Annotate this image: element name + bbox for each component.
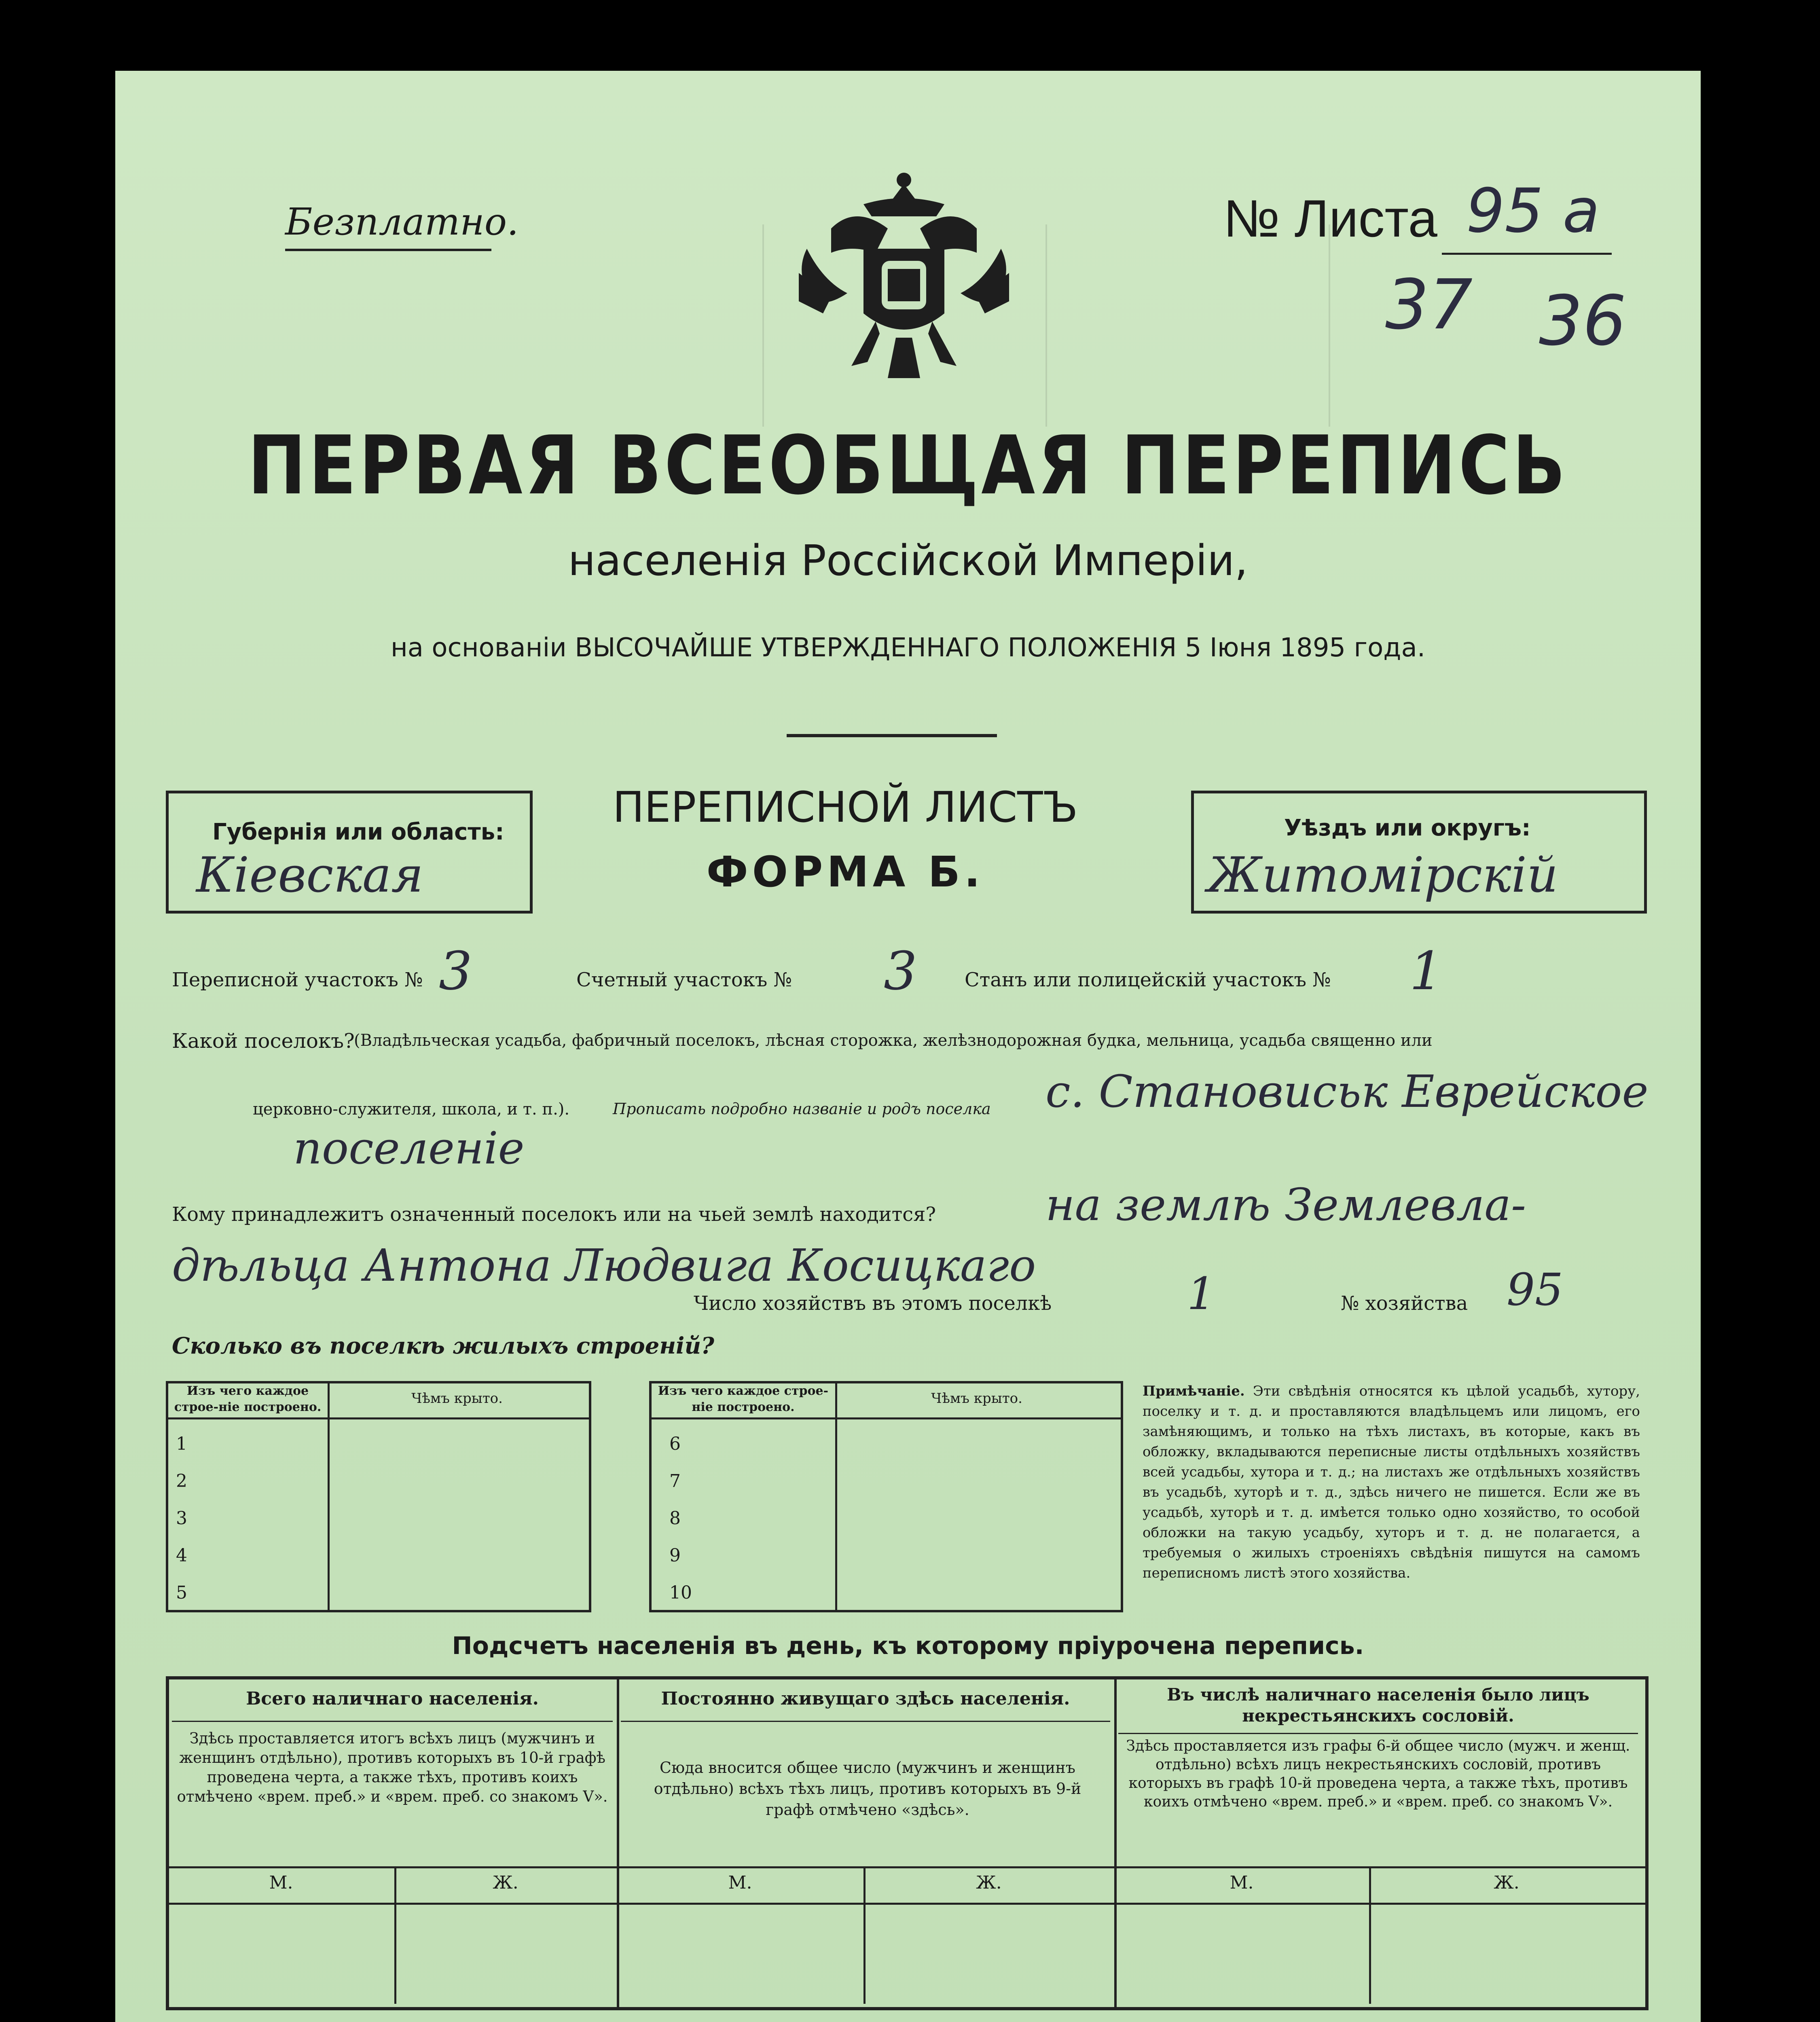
- free-label: Безплатно.: [285, 200, 519, 243]
- count-col3-title-line: [1118, 1733, 1638, 1734]
- count-col1-title: Всего наличнаго населенія.: [246, 1688, 539, 1709]
- uezd-label: Уѣздъ или округъ:: [1284, 815, 1531, 841]
- count-col2-title-line: [621, 1721, 1110, 1722]
- row-number: 5: [176, 1582, 187, 1603]
- count-mzh-top-line: [166, 1866, 1646, 1868]
- census-subtitle: населенія Россійской Имперіи,: [568, 536, 1248, 585]
- row-number: 9: [669, 1545, 681, 1566]
- stan-label: Станъ или полицейскій участокъ №: [965, 969, 1331, 991]
- count-col3-text: Здѣсь проставляется изъ графы 6-й общее число (мужч. и женщ. отдѣльно) всѣхъ лицъ некрестьянскихъ сословій, противъ которыхъ въ графѣ 10-й проведена черта, а также тѣхъ, противъ коихъ отмѣчено «врем. преб.» и «врем. преб. со знакомъ V».: [1126, 1738, 1630, 1810]
- buildings-right-rows: [669, 1426, 692, 1612]
- row-number: 7: [669, 1471, 681, 1491]
- buildings-table-right-divider: [835, 1381, 837, 1612]
- uezd-value: Житомірскій: [1207, 847, 1558, 903]
- stan-value: 1: [1409, 940, 1443, 1002]
- row-number: 6: [669, 1434, 681, 1454]
- owner-label: Кому принадлежитъ означенный поселокъ или на чьей землѣ находится?: [172, 1203, 936, 1226]
- sheet-number-label: № Листа: [1223, 189, 1437, 248]
- census-sheet: [115, 71, 1701, 2022]
- form-title: ПЕРЕПИСНОЙ ЛИСТЪ: [612, 783, 1078, 832]
- row-number: 2: [176, 1471, 187, 1491]
- households-label: Число хозяйствъ въ этомъ поселкѣ: [694, 1292, 1052, 1315]
- gubernia-label: Губернія или область:: [212, 819, 504, 845]
- count-col3-m: М.: [1230, 1872, 1254, 1893]
- poselok-hint-1: (Владѣльческая усадьба, фабричный поселокъ, лѣсная сторожка, желѣзнодорожная будка, мельница, усадьба священно или: [354, 1031, 1433, 1050]
- double-headed-eagle-icon: [783, 168, 1025, 394]
- poselok-value-2: поселеніе: [293, 1122, 525, 1174]
- buildings-right-col2: Чѣмъ крыто.: [931, 1390, 1022, 1407]
- poselok-hint-3: Прописать подробно названіе и родъ поселка: [613, 1100, 991, 1118]
- sheet-number-hand: 95 а: [1466, 176, 1600, 246]
- count-col3-title: Въ числѣ наличнаго населенія было лицъ некрестьянскихъ сословій.: [1167, 1685, 1589, 1726]
- households-value: 1: [1187, 1268, 1215, 1320]
- count-col2-text: Сюда вносится общее число (мужчинъ и женщинъ отдѣльно) всѣхъ тѣхъ лицъ, противъ которыхъ въ 9-й графѣ отмѣчено «здѣсь».: [654, 1759, 1081, 1819]
- buildings-left-col1: Изъ чего каждое строе-ніе построено.: [174, 1384, 322, 1414]
- form-name: ФОРМА Б.: [706, 847, 984, 897]
- buildings-table-right-header-line: [649, 1417, 1122, 1419]
- note-block: [1143, 1381, 1640, 1583]
- row-number: 10: [669, 1582, 692, 1603]
- poselok-value-1: с. Становиськ Еврейское: [1045, 1066, 1649, 1117]
- count-col2-title: Постоянно живущаго здѣсь населенія.: [661, 1688, 1070, 1709]
- buildings-right-col1: Изъ чего каждое строе-ніе построено.: [658, 1384, 829, 1414]
- household-no-label: № хозяйства: [1341, 1292, 1468, 1315]
- buildings-left-rows: [176, 1426, 187, 1612]
- buildings-table-left: [166, 1381, 591, 1612]
- row-number: 8: [669, 1508, 681, 1529]
- count-divider-1: [617, 1676, 619, 2008]
- buildings-table-left-header-line: [166, 1417, 590, 1419]
- perepis-label: Переписной участокъ №: [172, 969, 423, 991]
- count-col1-zh: Ж.: [493, 1872, 518, 1893]
- box-edge-left: [530, 791, 533, 912]
- count-col1-title-line: [172, 1721, 613, 1722]
- gubernia-value: Кіевская: [196, 847, 423, 903]
- box-edge-right: [1191, 791, 1194, 912]
- poselok-hint-2: церковно-служителя, школа, и т. п.).: [253, 1100, 570, 1119]
- buildings-left-col2: Чѣмъ крыто.: [411, 1390, 503, 1407]
- count-mzh-bottom-line: [166, 1903, 1646, 1905]
- row-number: 4: [176, 1545, 187, 1566]
- sheet-number-underline: [1442, 253, 1612, 255]
- sheet-number-hand-2: 37: [1385, 265, 1473, 345]
- perepis-value: 3: [439, 940, 472, 1002]
- count-col2-zh: Ж.: [976, 1872, 1002, 1893]
- household-no-value: 95: [1507, 1264, 1563, 1316]
- row-number: 1: [176, 1434, 187, 1454]
- count-col1-m: М.: [269, 1872, 293, 1893]
- note-text: Эти свѣдѣнія относятся къ цѣлой усадьбѣ, хутору, поселку и т. д. и проставляются владѣльцемъ или лицомъ, его замѣняющимъ, и только на тѣхъ листахъ, въ которые, какъ въ обложку, вкладываются переписные листы отдѣльныхъ хозяйствъ всей усадьбы, хутора и т. д.; на листахъ же отдѣльныхъ хозяйствъ въ усадьбѣ, хуторѣ и т. д., здѣсь ничего не пишется. Если же въ усадьбѣ, хуторѣ и т. д. имѣется только одно хозяйство, то особой обложки на такую усадьбу, хуторъ и т. д. не полагается, а требуемыя о жилыхъ строеніяхъ свѣдѣнія пишутся на самомъ переписномъ листѣ этого хозяйства.: [1143, 1383, 1640, 1581]
- poselok-label: Какой поселокъ?: [172, 1029, 355, 1053]
- sheet-number-hand-3: 36: [1539, 281, 1627, 361]
- schetny-label: Счетный участокъ №: [576, 969, 792, 991]
- free-underline: [285, 249, 491, 251]
- owner-value-1: на землѣ Землевла-: [1045, 1179, 1526, 1231]
- census-basis: на основаніи ВЫСОЧАЙШЕ УТВЕРЖДЕННАГО ПОЛОЖЕНІЯ 5 Іюня 1895 года.: [390, 633, 1426, 663]
- schetny-value: 3: [884, 940, 917, 1002]
- count-col2-m: М.: [728, 1872, 752, 1893]
- buildings-table-left-divider: [328, 1381, 330, 1612]
- count-divider-2: [1114, 1676, 1117, 2008]
- count-title: Подсчетъ населенія въ день, къ которому пріурочена перепись.: [452, 1632, 1364, 1660]
- buildings-table-right: [649, 1381, 1123, 1612]
- owner-value-2: дѣльца Антона Людвига Косицкаго: [172, 1239, 1036, 1291]
- row-number: 3: [176, 1508, 187, 1529]
- count-col1-text: Здѣсь проставляется итогъ всѣхъ лицъ (мужчинъ и женщинъ отдѣльно), противъ которыхъ въ 10-й графѣ проведена черта, а также тѣхъ, противъ коихъ отмѣчено «врем. преб.» и «врем. преб. со знакомъ V».: [177, 1730, 608, 1805]
- note-label: Примѣчаніе.: [1143, 1383, 1245, 1399]
- title-divider: [787, 734, 997, 737]
- buildings-label: Сколько въ поселкѣ жилыхъ строеній?: [172, 1332, 714, 1359]
- census-title: ПЕРВАЯ ВСЕОБЩАЯ ПЕРЕПИСЬ: [248, 419, 1568, 513]
- count-col3-zh: Ж.: [1494, 1872, 1519, 1893]
